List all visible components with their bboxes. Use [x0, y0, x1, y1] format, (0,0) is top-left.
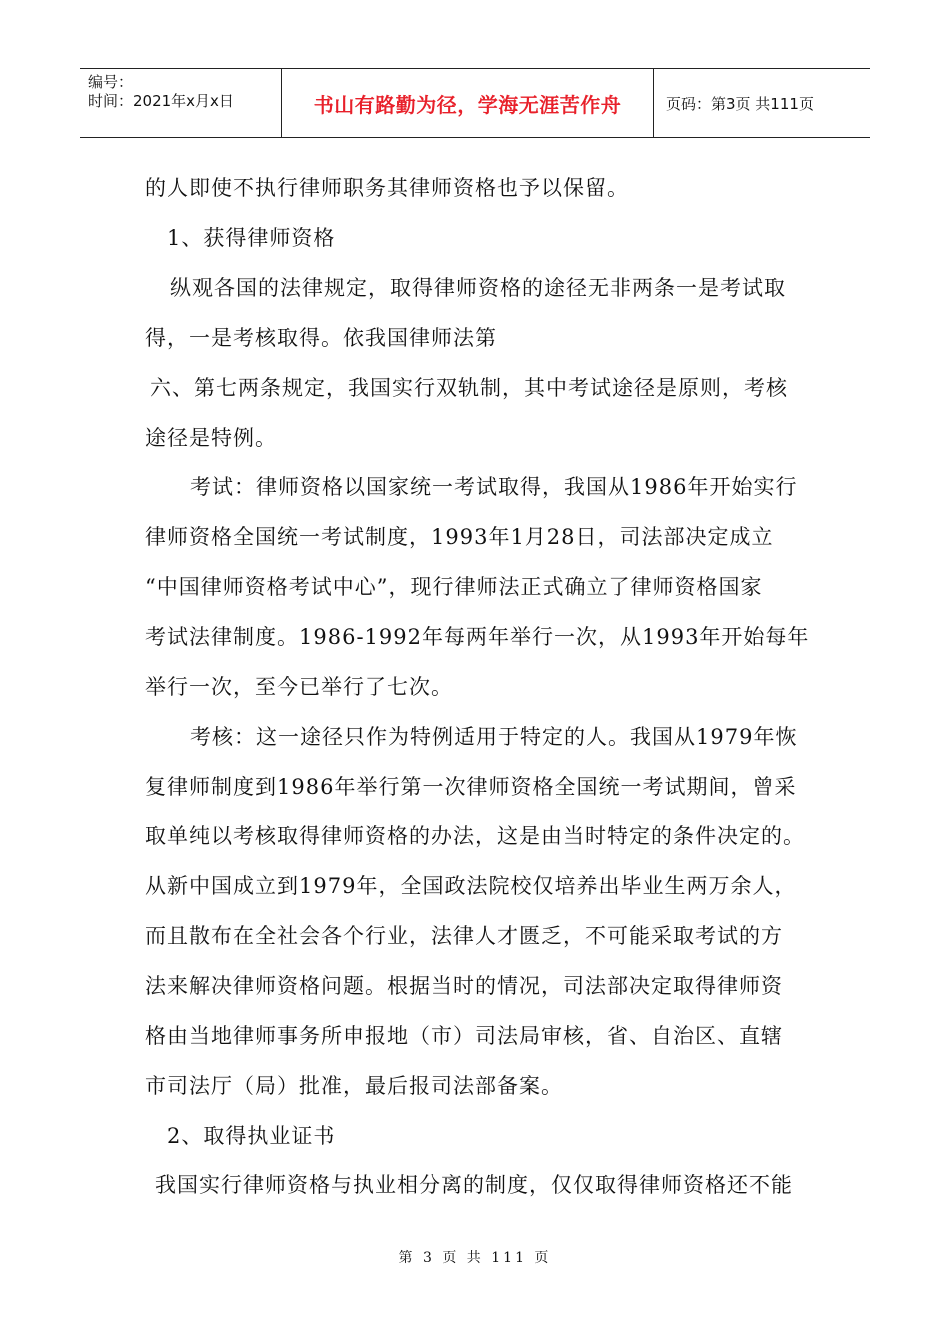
page-footer: 第 3 页 共 111 页 [398, 1250, 552, 1266]
document-header [80, 68, 870, 138]
text-line: 而且散布在全社会各个行业，法律人才匮乏，不可能采取考试的方 [145, 924, 783, 948]
text-line: 考试法律制度。1986-1992年每两年举行一次，从1993年开始每年 [145, 625, 810, 649]
text-line: 我国实行律师资格与执业相分离的制度，仅仅取得律师资格还不能 [155, 1173, 793, 1197]
text-line: 考核：这一途径只作为特例适用于特定的人。我国从1979年恢 [190, 725, 798, 749]
text-line: 取单纯以考核取得律师资格的办法，这是由当时特定的条件决定的。 [145, 824, 805, 848]
text-line: 六、第七两条规定，我国实行双轨制，其中考试途径是原则，考核 [150, 376, 788, 400]
text-line: 市司法厅（局）批准，最后报司法部备案。 [145, 1074, 563, 1098]
header-motto: 书山有路勤为径，学海无涯苦作舟 [313, 92, 622, 117]
document-date: 时间：2021年x月x日 [88, 92, 234, 110]
text-line: 得，一是考核取得。依我国律师法第 [145, 326, 497, 350]
text-line: 复律师制度到1986年举行第一次律师资格全国统一考试期间，曾采 [145, 775, 797, 799]
header-meta-cell [80, 69, 282, 137]
text-line: 纵观各国的法律规定，取得律师资格的途径无非两条一是考试取 [170, 276, 786, 300]
text-line: 的人即使不执行律师职务其律师资格也予以保留。 [145, 176, 629, 200]
text-line: “中国律师资格考试中心”，现行律师法正式确立了律师资格国家 [145, 575, 763, 599]
text-line: 律师资格全国统一考试制度，1993年1月28日，司法部决定成立 [145, 525, 774, 549]
text-line: 途径是特例。 [145, 426, 277, 450]
section-heading: 2、取得执业证书 [167, 1124, 336, 1148]
text-line: 法来解决律师资格问题。根据当时的情况，司法部决定取得律师资 [145, 974, 783, 998]
text-line: 从新中国成立到1979年，全国政法院校仅培养出毕业生两万余人， [145, 874, 797, 898]
document-number-label: 编号： [88, 73, 134, 91]
header-page-cell [654, 69, 870, 137]
text-line: 格由当地律师事务所申报地（市）司法局审核，省、自治区、直辖 [145, 1024, 783, 1048]
text-line: 考试：律师资格以国家统一考试取得，我国从1986年开始实行 [190, 475, 798, 499]
header-motto-cell [282, 69, 654, 137]
text-line: 举行一次，至今已举行了七次。 [145, 675, 453, 699]
header-page-info: 页码：第3页 共111页 [666, 94, 814, 113]
section-heading: 1、获得律师资格 [167, 226, 336, 250]
